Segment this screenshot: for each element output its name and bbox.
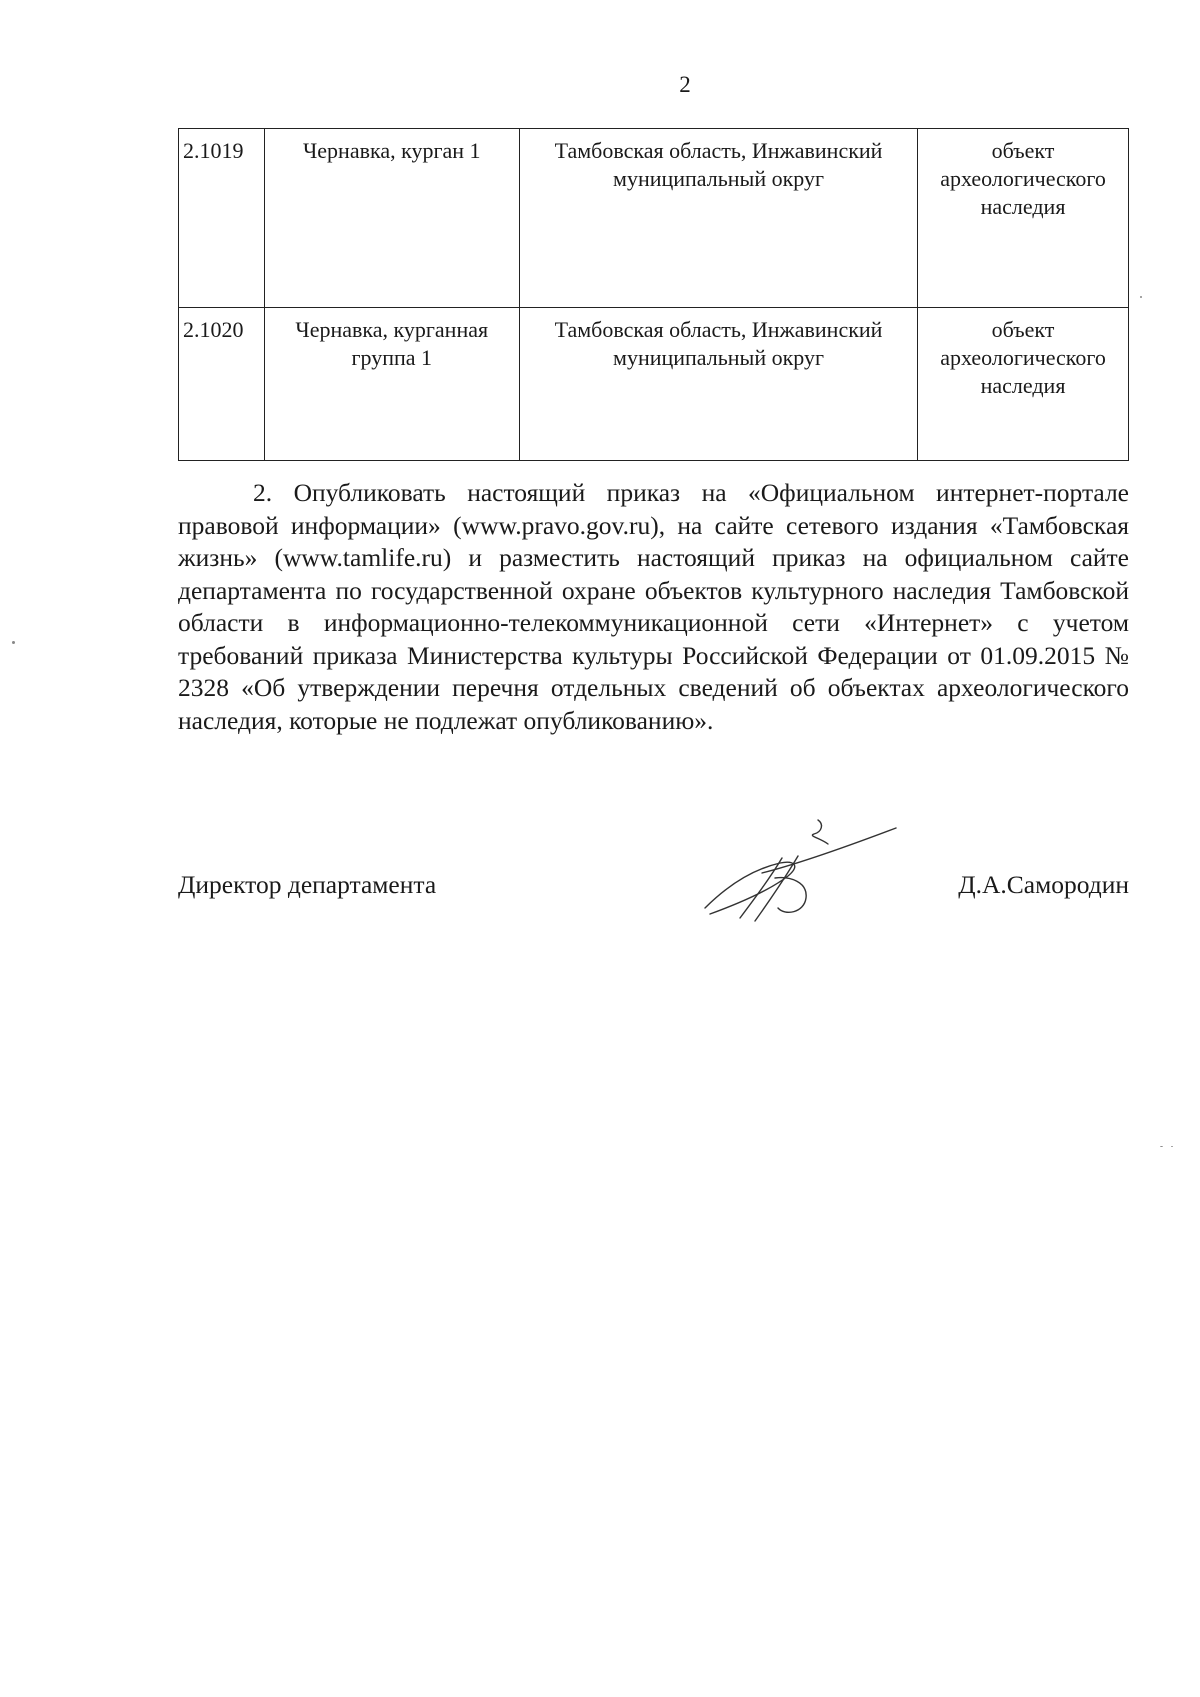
page-number: 2 [679, 72, 691, 97]
scan-speck [12, 641, 15, 644]
handwritten-signature [700, 818, 910, 928]
object-number-cell: 2.1020 [179, 308, 265, 461]
scan-speck [1160, 1146, 1163, 1147]
table-row [179, 308, 1129, 461]
object-type-cell: объект археологического наследия [918, 308, 1129, 461]
object-number-cell: 2.1019 [179, 129, 265, 308]
scan-speck [1171, 1146, 1173, 1147]
scan-speck [1140, 296, 1142, 298]
signer-name: Д.А.Самородин [958, 870, 1129, 899]
object-name-cell: Чернавка, курганная группа 1 [264, 308, 520, 461]
table-row [179, 129, 1129, 308]
object-location-cell: Тамбовская область, Инжавинский муниципальный округ [520, 308, 918, 461]
object-type-cell: объект археологического наследия [918, 129, 1129, 308]
object-location-cell: Тамбовская область, Инжавинский муниципальный округ [520, 129, 918, 308]
heritage-objects-table [178, 128, 1129, 461]
object-name-cell: Чернавка, курган 1 [264, 129, 520, 308]
publication-paragraph: 2. Опубликовать настоящий приказ на «Официальном интернет-портале правовой информации» (www.pravo.gov.ru), на сайте сетевого издания «Тамбовская жизнь» (www.tamlife.ru) и разместить настоящий приказ на официальном сайте департамента по государственной охране объектов культурного наследия Тамбовской области в информационно-телекоммуникационной сети «Интернет» с учетом требований приказа Министерства культуры Российской Федерации от 01.09.2015 № 2328 «Об утверждении перечня отдельных сведений об объектах археологического наследия, которые не подлежат опубликованию». [178, 478, 1129, 735]
signer-position: Директор департамента [178, 870, 437, 899]
